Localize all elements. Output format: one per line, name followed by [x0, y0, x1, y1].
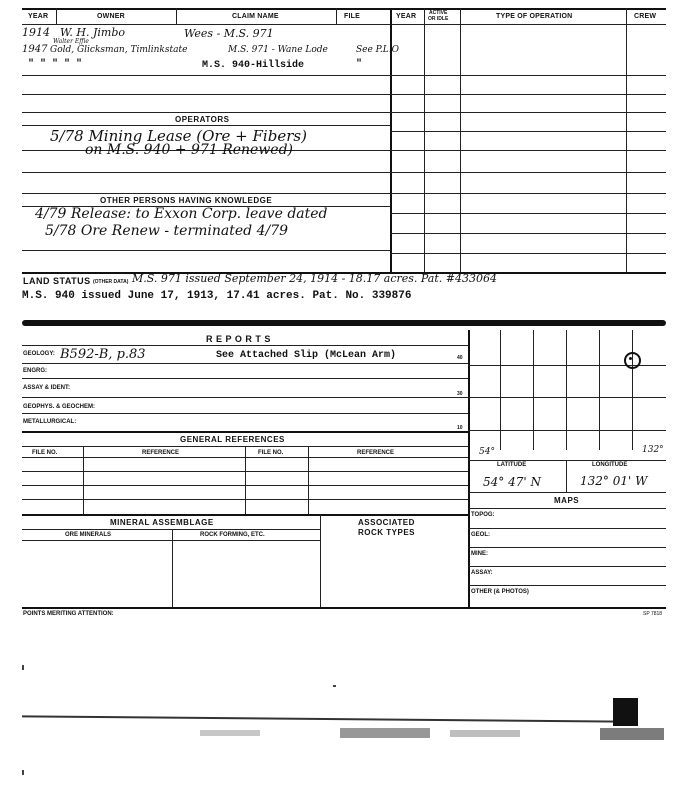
- report-assay-num: 30: [457, 391, 463, 397]
- report-engrg-label: ENGRG:: [23, 368, 47, 374]
- rock-types-label: ROCK TYPES: [358, 528, 416, 537]
- grid-line: [632, 330, 633, 450]
- row-line: [468, 508, 666, 509]
- scan-streak: [22, 715, 622, 722]
- row-line: [22, 363, 468, 364]
- scan-speck: [22, 665, 24, 670]
- report-assay-label: ASSAY & IDENT:: [23, 385, 71, 391]
- col-type-of-operation: TYPE OF OPERATION: [496, 13, 573, 20]
- land-status-handwritten: M.S. 971 issued September 24, 1914 - 18.17 acres. Pat. #433064: [132, 272, 497, 285]
- row-line: [390, 233, 666, 234]
- longitude-value: 132° 01' W: [580, 474, 648, 488]
- row-line: [22, 529, 320, 530]
- top-border: [22, 8, 666, 10]
- divider: [172, 529, 173, 607]
- row-line: [468, 528, 666, 529]
- owner-row-1-claim: Wees - M.S. 971: [184, 27, 274, 40]
- scan-speck: [333, 685, 336, 687]
- owner-row-3-ditto: " " " " ": [28, 59, 83, 70]
- map-topog-label: TOPOG:: [471, 512, 495, 518]
- col-year-2: YEAR: [396, 13, 417, 20]
- divider: [245, 446, 246, 514]
- map-assay-label: ASSAY:: [471, 570, 493, 576]
- grid-line: [468, 430, 666, 431]
- other-persons-line-1: 4/79 Release: to Exxon Corp. leave dated: [35, 206, 328, 222]
- mineral-assemblage-title: MINERAL ASSEMBLAGE: [110, 518, 214, 527]
- rock-forming-label: ROCK FORMING, ETC.: [200, 532, 265, 538]
- scan-bar: [22, 320, 666, 326]
- map-mine-label: MINE:: [471, 551, 488, 557]
- divider: [320, 514, 321, 607]
- scan-noise: [200, 730, 260, 736]
- location-marker-icon: [624, 352, 641, 369]
- col-owner: OWNER: [97, 13, 125, 20]
- row-line: [22, 540, 320, 541]
- operators-title: OPERATORS: [175, 115, 230, 124]
- map-other-label: OTHER (& PHOTOS): [471, 589, 529, 595]
- grid-line: [566, 330, 567, 450]
- row-line: [22, 193, 666, 194]
- row-line: [390, 131, 666, 132]
- row-line: [468, 566, 666, 567]
- header-bottom-line: [22, 24, 666, 25]
- owner-row-2-file: See P.L.O: [356, 45, 399, 55]
- row-line: [22, 431, 468, 433]
- grid-line: [500, 330, 501, 450]
- row-line: [468, 547, 666, 548]
- row-line: [22, 172, 390, 173]
- row-line: [22, 345, 468, 346]
- operators-line-2: on M.S. 940 + 971 Renewed): [85, 142, 294, 158]
- row-line: [22, 250, 390, 251]
- general-references-title: GENERAL REFERENCES: [180, 435, 285, 444]
- row-line: [468, 460, 666, 461]
- row-line: [390, 253, 666, 254]
- owner-row-3-file: ": [356, 59, 363, 70]
- land-status-label: LAND STATUS: [23, 276, 91, 286]
- col-year: YEAR: [28, 13, 49, 20]
- report-geophys-label: GEOPHYS. & GEOCHEM:: [23, 404, 96, 410]
- scan-noise: [450, 730, 520, 737]
- location-marker-dot: [629, 357, 632, 360]
- longitude-hint: 132°: [642, 445, 664, 455]
- divider: [83, 446, 84, 514]
- grid-line: [599, 330, 600, 450]
- latitude-label: LATITUDE: [497, 462, 527, 468]
- divider: [336, 8, 337, 24]
- row-line: [22, 514, 468, 516]
- row-line: [22, 378, 468, 379]
- ref-file-no-2: FILE NO.: [258, 450, 284, 456]
- row-line: [22, 125, 390, 126]
- points-label: POINTS MERITING ATTENTION:: [23, 611, 114, 617]
- report-geology-hand: B592-B, p.83: [60, 347, 146, 362]
- row-line: [468, 585, 666, 586]
- ore-minerals-label: ORE MINERALS: [65, 532, 112, 538]
- ref-reference-2: REFERENCE: [357, 450, 395, 456]
- map-geol-label: GEOL:: [471, 532, 490, 538]
- report-geology-label: GEOLOGY:: [23, 351, 55, 357]
- scan-noise: [600, 728, 664, 740]
- row-line: [390, 213, 666, 214]
- maps-title: MAPS: [554, 496, 580, 505]
- col-file: FILE: [344, 13, 360, 20]
- owner-row-3-claim: M.S. 940-Hillside: [202, 60, 305, 71]
- latitude-hint: 54°: [479, 447, 495, 457]
- report-geology-num: 40: [457, 355, 463, 361]
- grid-line: [468, 397, 666, 398]
- longitude-label: LONGITUDE: [592, 462, 628, 468]
- row-line: [22, 413, 468, 414]
- ref-reference-1: REFERENCE: [142, 450, 180, 456]
- associated-label: ASSOCIATED: [358, 518, 415, 527]
- divider: [566, 460, 567, 492]
- row-line: [390, 150, 666, 151]
- col-or-idle: OR IDLE: [428, 16, 449, 22]
- scan-noise: [340, 728, 430, 738]
- divider: [176, 8, 177, 24]
- row-line: [22, 94, 666, 95]
- divider: [308, 446, 309, 514]
- report-metallurgical-label: METALLURGICAL:: [23, 419, 77, 425]
- other-persons-title: OTHER PERSONS HAVING KNOWLEDGE: [100, 196, 273, 205]
- owner-row-2-owner: Gold, Glicksman, Timlinkstate: [50, 45, 188, 55]
- divider: [56, 8, 57, 24]
- row-line: [22, 75, 666, 76]
- col-crew: CREW: [634, 13, 657, 20]
- operators-line-1: 5/78 Mining Lease (Ore + Fibers): [50, 127, 307, 145]
- report-metallurgical-num: 10: [457, 425, 463, 431]
- row-line: [22, 112, 666, 113]
- latitude-value: 54° 47' N: [483, 475, 541, 489]
- row-line: [390, 172, 666, 173]
- col-active: ACTIVE: [429, 10, 448, 16]
- reports-title: R E P O R T S: [206, 334, 271, 344]
- land-status-sublabel: (OTHER DATA): [93, 279, 129, 285]
- other-persons-line-2: 5/78 Ore Renew - terminated 4/79: [45, 223, 289, 239]
- owner-row-2-claim: M.S. 971 - Wane Lode: [228, 45, 328, 55]
- owner-row-1-owner: W. H. Jimbo: [60, 26, 125, 39]
- report-geology-typed: See Attached Slip (McLean Arm): [216, 350, 397, 361]
- ref-file-no-1: FILE NO.: [32, 450, 58, 456]
- section-border: [22, 607, 666, 609]
- row-line: [468, 492, 666, 493]
- owner-row-2-note: Walter Effie: [53, 38, 89, 45]
- land-status-typed: M.S. 940 issued June 17, 1913, 17.41 acres. Pat. No. 339876: [22, 290, 412, 302]
- form-number: SP 7818: [643, 611, 663, 617]
- grid-line: [533, 330, 534, 450]
- owner-row-2-year: 1947: [22, 44, 48, 55]
- scan-block: [613, 698, 638, 726]
- col-claim-name: CLAIM NAME: [232, 13, 279, 20]
- scan-speck: [22, 770, 24, 775]
- owner-row-1-year: 1914: [22, 26, 50, 39]
- row-line: [22, 397, 468, 398]
